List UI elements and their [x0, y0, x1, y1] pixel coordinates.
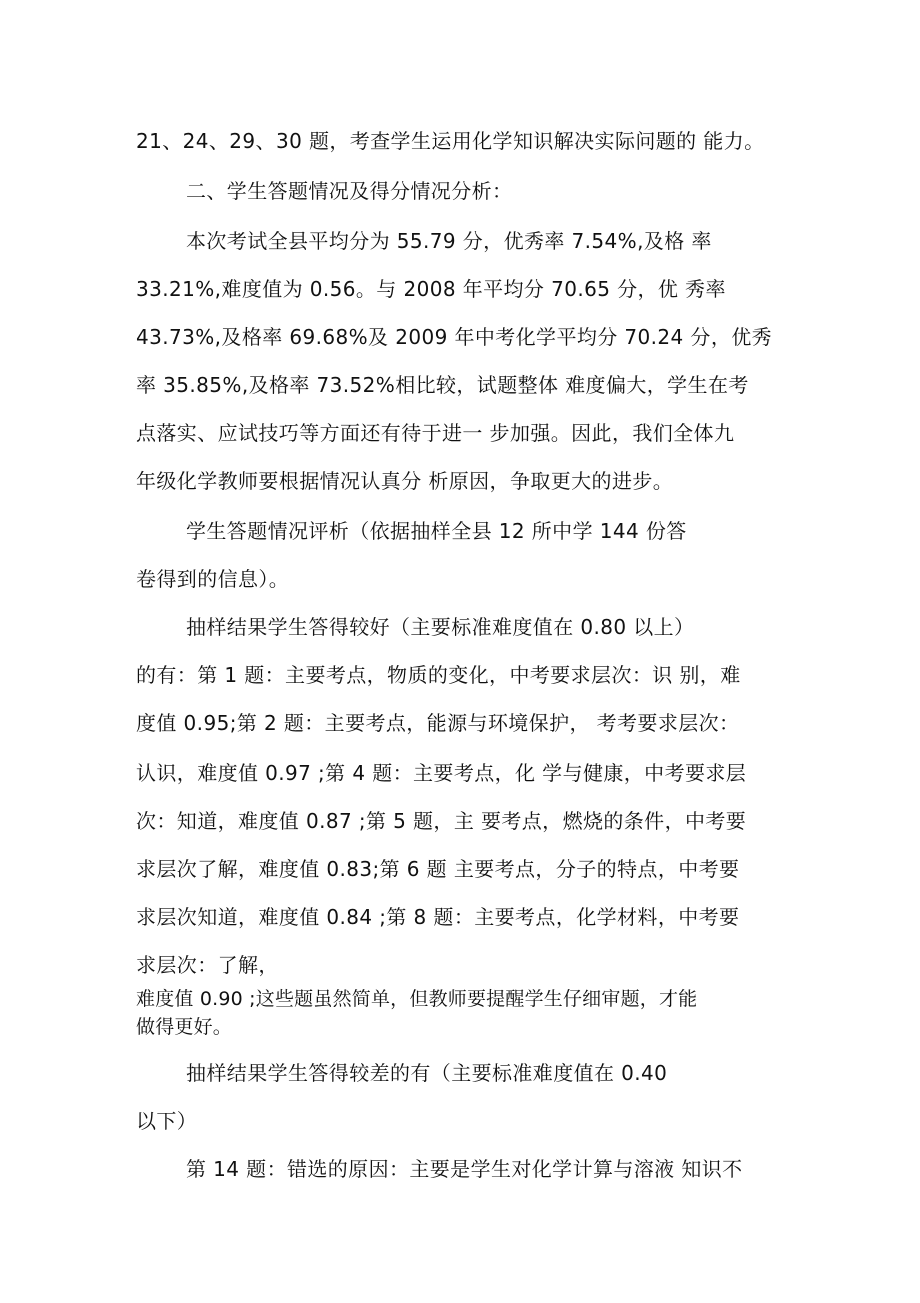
text-line: 认识，难度值 0.97 ;第 4 题：主要考点，化 学与健康，中考要求层 — [136, 761, 747, 785]
text-line: 21、24、29、30 题，考查学生运用化学知识解决实际问题的 能力。 — [136, 129, 765, 153]
text-line: 度值 0.95;第 2 题：主要考点，能源与环境保护， 考考要求层次： — [136, 711, 740, 735]
text-line: 求层次：了解， — [136, 953, 279, 977]
section-heading: 二、学生答题情况及得分情况分析： — [186, 179, 513, 203]
text-line: 的有：第 1 题：主要考点，物质的变化，中考要求层次：识 别，难 — [136, 663, 741, 687]
text-line: 抽样结果学生答得较差的有（主要标准难度值在 0.40 — [186, 1061, 668, 1085]
text-line: 43.73%,及格率 69.68%及 2009 年中考化学平均分 70.24 分，优秀 — [136, 325, 773, 349]
text-line: 第 14 题：错选的原因：主要是学生对化学计算与溶液 知识不 — [186, 1157, 743, 1181]
text-line: 求层次了解，难度值 0.83;第 6 题 主要考点，分子的特点，中考要 — [136, 857, 740, 881]
text-line: 卷得到的信息）。 — [136, 567, 290, 591]
text-line: 学生答题情况评析（依据抽样全县 12 所中学 144 份答 — [186, 519, 687, 543]
text-line: 次：知道，难度值 0.87 ;第 5 题，主 要考点，燃烧的条件，中考要 — [136, 809, 747, 833]
text-line: 求层次知道，难度值 0.84 ;第 8 题：主要考点，化学材料，中考要 — [136, 905, 740, 929]
text-line: 年级化学教师要根据情况认真分 析原因，争取更大的进步。 — [136, 469, 674, 493]
text-line: 难度值 0.90 ;这些题虽然简单，但教师要提醒学生仔细审题，才能 — [136, 988, 698, 1010]
text-line: 点落实、应试技巧等方面还有待于进一 步加强。因此，我们全体九 — [136, 421, 735, 445]
text-line: 33.21%,难度值为 0.56。与 2008 年平均分 70.65 分，优 秀率 — [136, 277, 726, 301]
text-line: 率 35.85%,及格率 73.52%相比较，试题整体 难度偏大，学生在考 — [136, 373, 749, 397]
text-line: 本次考试全县平均分为 55.79 分，优秀率 7.54%,及格 率 — [186, 229, 712, 253]
text-line: 做得更好。 — [136, 1016, 233, 1038]
text-line: 以下） — [136, 1109, 198, 1133]
text-line: 抽样结果学生答得较好（主要标准难度值在 0.80 以上） — [186, 615, 695, 639]
